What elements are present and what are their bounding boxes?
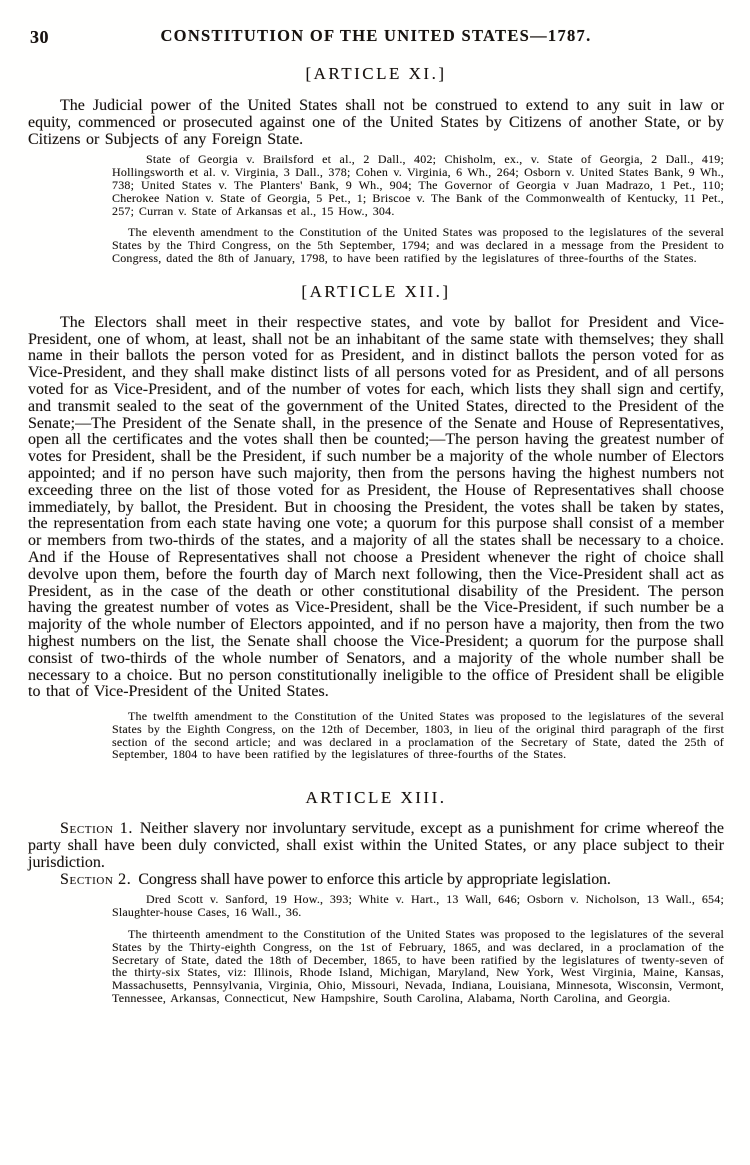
section-2-text: Congress shall have power to enforce this article by appropriate legislation. — [138, 870, 611, 888]
article-xi-body: The Judicial power of the United States shall not be construed to extend to any suit in law or equity, commenced or prosecuted against one of the United States by Citizens of another State, or by Citizens or Subjects of any Foreign State. — [28, 97, 724, 148]
article-xiii-amendment-note: The thirteenth amendment to the Constitution of the United States was proposed to the legislatures of the several States by the Thirty-eighth Congress, on the 1st of February, 1865, and was declared, in a proclamation of the Secretary of State, dated the 18th of December, 1865, to have been ratified by the legislatures of twenty-seven of the thirty-six States, viz: Illinois, Rhode Island, Michigan, Maryland, New York, West Virginia, Maine, Kansas, Massachusetts, Pennsylvania, Virginia, Ohio, Missouri, Nevada, Indiana, Louisiana, Minnesota, Wisconsin, Vermont, Tennessee, Arkansas, Connecticut, New Hampshire, South Carolina, Alabama, North Carolina, and Georgia. — [112, 927, 724, 1006]
section-1-label: Section 1. — [60, 820, 133, 838]
article-xii-amendment-note: The twelfth amendment to the Constitution of the United States was proposed to the legislatures of the several States by the Eighth Congress, on the 12th of December, 1803, in lieu of the original third paragraph of the first section of the second article; and was declared in a proclamation of the Secretary of State, dated the 25th of September, 1804 to have been ratified by the legislatures of three-fourths of the States. — [112, 709, 724, 762]
section-1-text: Neither slavery nor involuntary servitude, except as a punishment for crime whereof the party shall have been duly convicted, shall exist within the United States, or any place subject to their jurisdiction. — [28, 820, 724, 871]
article-xii-body: The Electors shall meet in their respective states, and vote by ballot for President and Vice-President, one of whom, at least, shall not be an inhabitant of the same state with themselves; they shall name in their ballots the person voted for as President, and in distinct ballots the person voted for as Vice-President, and they shall make distinct lists of all persons voted for as President, and of all persons voted for as Vice-President, and of the number of votes for each, which lists they shall sign and certify, and transmit sealed to the seat of the government of the United States, directed to the President of the Senate;—The President of the Senate shall, in the presence of the Senate and House of Representatives, open all the certificates and the votes shall then be counted;—The person having the greatest number of votes for President, shall be the President, if such number be a majority of the whole number of Electors appointed; and if no person have such majority, then from the persons having the highest numbers not exceeding three on the list of those voted for as President, the House of Representatives shall choose immediately, by ballot, the President. But in choosing the President, the votes shall be taken by states, the representation from each state having one vote; a quorum for this purpose shall consist of a member or members from two-thirds of the states, and a majority of all the states shall be necessary to a choice. And if the House of Representatives shall not choose a President whenever the right of choice shall devolve upon them, before the fourth day of March next following, then the Vice-President shall act as President, as in the case of the death or other constitutional disability of the President. The person having the greatest number of votes as Vice-President, shall be the Vice-President, if such number be a majority of the whole number of Electors appointed, and if no person have a majority, then from the two highest numbers on the list, the Senate shall choose the Vice-President; a quorum for the purpose shall consist of two-thirds of the whole number of Senators, and a majority of the whole number shall be necessary to a choice. But no person constitutionally ineligible to the office of President shall be eligible to that of Vice-President of the United States. — [28, 313, 724, 701]
article-xiii-section-1 — [28, 821, 724, 871]
page-header — [28, 26, 724, 48]
page-number: 30 — [30, 27, 49, 47]
article-xiii-section-2 — [28, 872, 724, 889]
article-xiii-title: ARTICLE XIII. — [305, 788, 447, 808]
article-xi-citations: State of Georgia v. Brailsford et al., 2 Dall., 402; Chisholm, ex., v. State of Georgia, 2 Dall., 419; Hollingsworth et al. v. Virginia, 3 Dall., 378; Cohen v. Virginia, 6 Wh., 264; Osborn v. United States Bank, 9 Wh., 738; United States v. The Planters' Bank, 9 Wh., 904; The Governor of Georgia v Juan Madrazo, 1 Pet., 110; Cherokee Nation v. State of Georgia, 5 Pet., 1; Briscoe v. The Bank of the Commonwealth of Kentucky, 11 Pet., 257; Curran v. State of Arkansas et al., 15 How., 304. — [112, 152, 724, 218]
article-xii-title: [ARTICLE XII.] — [301, 281, 451, 301]
section-2-label: Section 2. — [60, 870, 132, 888]
article-xi-amendment-note: The eleventh amendment to the Constitution of the United States was proposed to the legislatures of the several States by the Third Congress, on the 5th September, 1794; and was declared in a message from the President to Congress, dated the 8th of January, 1798, to have been ratified by the legislatures of three-fourths of the States. — [112, 225, 724, 265]
article-xi-title: [ARTICLE XI.] — [305, 64, 447, 83]
article-xiii-citations: Dred Scott v. Sanford, 19 How., 393; White v. Hart., 13 Wall, 646; Osborn v. Nicholson, 13 Wall., 654; Slaughter-house Cases, 16 Wall., 36. — [112, 892, 724, 920]
running-header: CONSTITUTION OF THE UNITED STATES—1787. — [160, 26, 592, 45]
